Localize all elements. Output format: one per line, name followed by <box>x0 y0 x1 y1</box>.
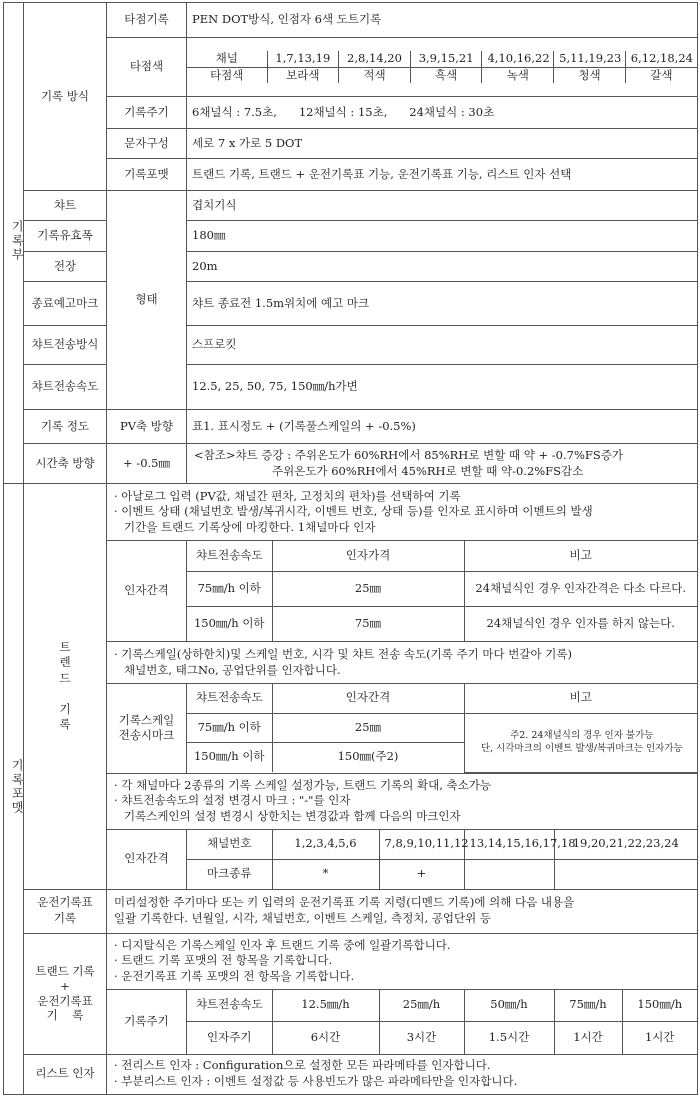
chart-feed-label: 챠트전송방식 <box>24 326 107 365</box>
mark-type-cell: * <box>272 859 379 889</box>
chart-type-label: 챠트 <box>24 191 107 221</box>
chart-speed-value: 12.5, 25, 50, 75, 150㎜/h가변 <box>187 365 698 410</box>
op-log-text <box>107 889 698 933</box>
mark-channel-header: 채널번호 <box>187 830 272 860</box>
spec-table <box>3 2 698 484</box>
trend-op-print-cell: 3시간 <box>379 1022 464 1054</box>
mark-table-cell <box>187 829 698 889</box>
char-config-label: 문자구성 <box>107 129 187 159</box>
print-note-cell: 24채널식인 경우 인자를 하지 않는다. <box>464 607 697 641</box>
dot-color-table-cell <box>187 38 698 97</box>
dot-record-label: 타점기록 <box>107 3 187 38</box>
dot-record-value: PEN DOT방식, 인점자 6색 도트기록 <box>187 3 698 38</box>
record-cycle-value: 6채널식 : 7.5초, 12채널식 : 15초, 24채널식 : 30초 <box>187 97 698 129</box>
accuracy-label: 기록 정도 <box>24 410 107 444</box>
record-format-value: 트랜드 기록, 트랜드 + 운전기록표 기능, 운전기록표 기능, 리스트 인자 선택 <box>187 159 698 191</box>
time-axis-note-1: <참조>챠트 증강 : 주위온도가 60%RH에서 85%RH로 변할 때 약 + -0.7%FS증가 <box>194 447 623 462</box>
trend-op-bullet-1: · 디지탈식은 기록스케일 인자 후 트랜드 기록 중에 일괄기록합니다. <box>114 937 451 952</box>
mark-type-cell <box>554 859 697 889</box>
print-speed-cell: 75㎜/h 이하 <box>187 572 272 606</box>
trend-print-row2-cell <box>187 607 698 642</box>
trend-op-print-cell: 1시간 <box>622 1022 697 1054</box>
scale-mark-label: 기록스케일 전송시마크 <box>107 684 187 774</box>
mark-interval-label: 인자간격 <box>107 829 187 889</box>
scale-mark-table <box>187 684 697 773</box>
channel-cell: 1,7,13,19 <box>267 51 339 67</box>
scale-mark-table-cell <box>187 684 698 774</box>
trend-op-print-cell: 1시간 <box>554 1022 622 1054</box>
chart-type-value: 겹치기식 <box>187 191 698 221</box>
trend-bullet-3: · 기록스케일(상하한치)및 스케일 번호, 시각 및 챠트 전송 속도(기록 주기 마다 번갈아 기록) <box>114 646 572 661</box>
pv-axis-label: PV축 방향 <box>107 410 187 444</box>
trend-print-label: 인자간격 <box>107 541 187 642</box>
time-axis-label: 시간축 방향 <box>24 444 107 484</box>
print-interval-cell: 25㎜ <box>272 572 464 606</box>
trend-op-bullets <box>107 933 698 989</box>
trend-op-speed-cell: 75㎜/h <box>554 990 622 1022</box>
channel-cell: 2,8,14,20 <box>339 51 411 67</box>
channel-cell: 4,10,16,22 <box>482 51 554 67</box>
list-print-text <box>107 1054 698 1094</box>
trend-op-table <box>187 990 697 1054</box>
mark-channel-cell: 19,20,21,22,23,24 <box>554 830 697 860</box>
time-axis-notes <box>187 444 698 484</box>
mark-type-cell: + <box>379 859 464 889</box>
channel-cell: 6,12,18,24 <box>625 51 697 67</box>
trend-bullets-3 <box>107 773 698 829</box>
op-log-line-1: 미리설정한 주기마다 또는 키 입력의 운전기록표 기록 지령(디멘드 기록)에 의해 다음 내용을 <box>114 895 575 910</box>
mark-channel-cell: 13,14,15,16,17,18 <box>464 830 554 860</box>
chart-feed-value: 스프로킷 <box>187 326 698 365</box>
trend-op-table-cell <box>187 989 698 1054</box>
trend-op-speed-header: 챠트전송속도 <box>187 990 272 1022</box>
color-cell: 보라색 <box>267 67 339 83</box>
channel-header: 채널 <box>187 51 267 67</box>
time-axis-value: + -0.5㎜ <box>107 444 187 484</box>
scale-head-note: 비고 <box>464 684 697 713</box>
scale-note-cell <box>464 713 697 772</box>
scale-head-speed: 챠트전송속도 <box>187 684 272 713</box>
channel-cell: 5,11,19,23 <box>554 51 626 67</box>
trend-bullet-5: · 챠트전송속도의 설정 변경시 마크 : "-"를 인자 <box>114 793 351 808</box>
trend-print-row1 <box>187 572 697 606</box>
op-log-label: 운전기록표 기록 <box>24 889 107 933</box>
chart-length-value: 20m <box>187 252 698 282</box>
trend-bullet-5b: 기록스케인의 설정 변경시 상한치는 변경값과 함께 다음의 마크인자 <box>124 808 461 823</box>
time-axis-note-2: 주위온도가 60%RH에서 45%RH로 변할 때 약-0.2%FS감소 <box>272 463 584 478</box>
scale-interval-cell: 150㎜(주2) <box>272 742 464 772</box>
format-table <box>3 483 698 1095</box>
scale-note-1: 주2. 24채널식의 경우 인자 불가능 <box>510 729 654 741</box>
color-cell: 적색 <box>339 67 411 83</box>
trend-op-print-cell: 6시간 <box>272 1022 379 1054</box>
spec-sheet <box>3 2 697 1095</box>
print-head-speed: 챠트전송속도 <box>187 541 272 571</box>
trend-print-row1-cell <box>187 572 698 607</box>
print-interval-cell: 75㎜ <box>272 607 464 641</box>
trend-label: 트 렌 드 기 록 <box>24 484 107 890</box>
section-recording <box>4 3 24 484</box>
mark-type-header: 마크종류 <box>187 859 272 889</box>
color-cell: 녹색 <box>482 67 554 83</box>
section-recording-label: 기록부 <box>10 219 25 262</box>
trend-bullets-2 <box>107 642 698 684</box>
list-print-line-2: · 부분리스트 인자 : 이벤트 설정값 등 사용빈도가 많은 파라메타만을 인자합니다. <box>114 1074 518 1088</box>
trend-op-cycle-label: 기록주기 <box>107 989 187 1054</box>
pv-axis-value: 표1. 표시정도 + (기록풀스케일의 + -0.5%) <box>187 410 698 444</box>
trend-bullet-3b: 채널번호, 태그No, 공업단위를 인자합니다. <box>124 662 341 677</box>
chart-speed-label: 챠트전송속도 <box>24 365 107 410</box>
list-print-label: 리스트 인자 <box>24 1054 107 1094</box>
trend-op-print-cell: 1.5시간 <box>464 1022 554 1054</box>
trend-bullet-1: · 아날로그 입력 (PV값, 채널간 편차, 고정치의 편차)를 선택하여 기록 <box>114 488 461 503</box>
color-cell: 흑색 <box>410 67 482 83</box>
scale-interval-cell: 25㎜ <box>272 713 464 742</box>
trend-print-head-cell <box>187 541 698 572</box>
print-head-interval: 인자가격 <box>272 541 464 571</box>
color-header: 타점색 <box>187 67 267 83</box>
trend-print-head <box>187 541 697 571</box>
trend-op-speed-cell: 50㎜/h <box>464 990 554 1022</box>
scale-note-2: 단, 시각마크의 이벤트 발생/복귀마크는 인자가능 <box>480 742 683 754</box>
chart-form-label: 형태 <box>107 191 187 410</box>
chart-width-value: 180㎜ <box>187 221 698 252</box>
mark-type-cell <box>464 859 554 889</box>
record-cycle-label: 기록주기 <box>107 97 187 129</box>
dot-color-label: 타점색 <box>107 38 187 97</box>
mark-table <box>187 830 697 889</box>
trend-op-speed-cell: 12.5㎜/h <box>272 990 379 1022</box>
trend-print-row2 <box>187 607 697 641</box>
trend-op-speed-cell: 150㎜/h <box>622 990 697 1022</box>
list-print-line-1: · 전리스트 인자 : Configuration으로 설정한 모든 파라메타를 인자합니다. <box>114 1058 491 1073</box>
trend-bullet-4: · 각 채널마다 2종류의 기록 스케일 설정가능, 트랜드 기록의 확대, 축소가능 <box>114 777 491 792</box>
scale-speed-cell: 75㎜/h 이하 <box>187 713 272 742</box>
end-mark-label: 종료예고마크 <box>24 282 107 326</box>
char-config-value: 세로 7 x 가로 5 DOT <box>187 129 698 159</box>
trend-op-print-header: 인자주기 <box>187 1022 272 1054</box>
scale-head-interval: 인자간격 <box>272 684 464 713</box>
section-recording-format <box>4 484 24 1095</box>
print-head-note: 비고 <box>464 541 697 571</box>
print-speed-cell: 150㎜/h 이하 <box>187 607 272 641</box>
dot-color-table <box>187 51 697 83</box>
trend-bullets-1 <box>107 484 698 541</box>
chart-length-label: 전장 <box>24 252 107 282</box>
print-note-cell: 24채널식인 경우 인자간격은 다소 다르다. <box>464 572 697 606</box>
end-mark-value: 챠트 종료전 1.5m위치에 예고 마크 <box>187 282 698 326</box>
channel-cell: 3,9,15,21 <box>410 51 482 67</box>
chart-width-label: 기록유효폭 <box>24 221 107 252</box>
trend-op-label: 트랜드 기록 + 운전기록표 기 록 <box>24 933 107 1054</box>
record-format-label: 기록포맷 <box>107 159 187 191</box>
section-recording-format-label: 기록포맷 <box>10 758 25 815</box>
op-log-line-2: 일괄 기록한다. 년월일, 시각, 채널번호, 이벤트 스케일, 측정치, 공업단위 등 <box>114 911 491 925</box>
trend-bullet-2: · 이벤트 상태 (채널번호 발생/복귀시각, 이벤트 번호, 상태 등)를 인자로 표시하며 이벤트의 발생 <box>114 504 593 519</box>
trend-op-bullet-3: · 운전기록표 기록 포맷의 전 항목을 기록합니다. <box>114 968 355 983</box>
color-cell: 청색 <box>554 67 626 83</box>
trend-op-bullet-2: · 트랜드 기록 포맷의 전 항목을 기록합니다. <box>114 953 333 968</box>
scale-speed-cell: 150㎜/h 이하 <box>187 742 272 772</box>
trend-op-speed-cell: 25㎜/h <box>379 990 464 1022</box>
color-cell: 갈색 <box>625 67 697 83</box>
rec-method-label: 기록 방식 <box>24 3 107 191</box>
mark-channel-cell: 7,8,9,10,11,12 <box>379 830 464 860</box>
trend-bullet-2b: 기간을 트랜드 기록상에 마킹한다. 1채널마다 인자 <box>124 519 376 534</box>
mark-channel-cell: 1,2,3,4,5,6 <box>272 830 379 860</box>
